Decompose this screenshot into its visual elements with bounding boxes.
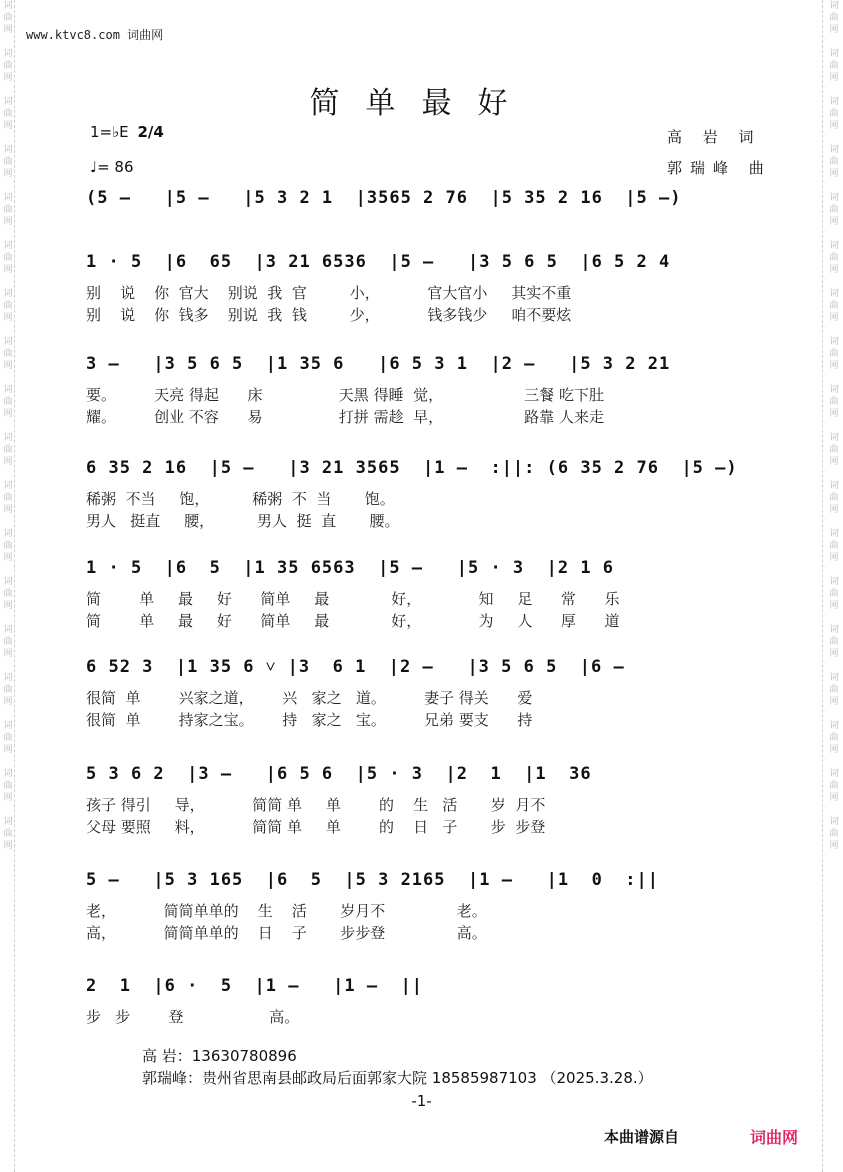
site-header-link[interactable]: www.ktvc8.com 词曲网 bbox=[26, 28, 164, 42]
lyric-line-2: 高， 简简单单的 日 子 步步登 高。 bbox=[86, 924, 487, 942]
lyric-line-2: 父母 要照 料， 简简 单 单 的 日 子 步 步登 bbox=[86, 818, 546, 836]
contact-lyricist: 高 岩：13630780896 bbox=[142, 1047, 297, 1065]
left-watermark: 词曲网 词曲网 词曲网 词曲网 词曲网 词曲网 词曲网 词曲网 词曲网 词曲网 词曲网 词曲网 词曲网 词曲网 词曲网 词曲网 词曲网 词曲网 bbox=[3, 1, 13, 851]
lyric-line-1: 别 说 你 官大 别说 我 官 小， 官大官小 其实不重 bbox=[86, 284, 572, 302]
notation-line: 3 – |3 5 6 5 |1 35 6 |6 5 3 1 |2 – |5 3 2 21 bbox=[86, 354, 671, 374]
notation-line: 2 1 |6 · 5 |1 – |1 – || bbox=[86, 976, 424, 996]
lyric-line-2: 别 说 你 钱多 别说 我 钱 少， 钱多钱少 咱不要炫 bbox=[86, 306, 572, 324]
key-label: 1=♭E bbox=[90, 123, 129, 141]
lyric-line-2: 耀。 创业 不容 易 打拼 需趁 早， 路靠 人来走 bbox=[86, 408, 604, 426]
contact-composer: 郭瑞峰：贵州省思南县邮政局后面郭家大院 18585987103 （2025.3.28.） bbox=[142, 1069, 653, 1087]
right-margin-rule bbox=[822, 0, 823, 1172]
song-title: 简单最好 bbox=[309, 86, 534, 121]
source-brand-link[interactable]: 词曲网 bbox=[750, 1128, 799, 1147]
notation-line: 1 · 5 |6 5 |1 35 6563 |5 – |5 · 3 |2 1 6 bbox=[86, 558, 615, 578]
lyric-line-1: 很简 单 兴家之道， 兴 家之 道。 妻子 得关 爱 bbox=[86, 689, 533, 707]
source-label: 本曲谱源自 bbox=[604, 1128, 680, 1146]
notation-line: 1 · 5 |6 65 |3 21 6536 |5 – |3 5 6 5 |6 5 2 4 bbox=[86, 252, 671, 272]
left-margin-rule bbox=[14, 0, 15, 1172]
lyric-line-2: 男人 挺直 腰， 男人 挺 直 腰。 bbox=[86, 512, 400, 530]
lyric-line-2: 很简 单 持家之宝。 持 家之 宝。 兄弟 要支 持 bbox=[86, 711, 533, 729]
lyric-line-1: 孩子 得引 导， 简简 单 单 的 生 活 岁 月不 bbox=[86, 796, 546, 814]
composer-credit: 郭瑞峰 曲 bbox=[667, 159, 772, 177]
right-watermark: 词曲网 词曲网 词曲网 词曲网 词曲网 词曲网 词曲网 词曲网 词曲网 词曲网 词曲网 词曲网 词曲网 词曲网 词曲网 词曲网 词曲网 词曲网 bbox=[829, 1, 839, 851]
notation-line: 5 – |5 3 165 |6 5 |5 3 2165 |1 – |1 0 :|| bbox=[86, 870, 659, 890]
key-signature bbox=[90, 123, 164, 141]
lyric-line-1: 老， 简简单单的 生 活 岁月不 老。 bbox=[86, 902, 487, 920]
lyric-line-1: 要。 天亮 得起 床 天黑 得睡 觉， 三餐 吃下肚 bbox=[86, 386, 604, 404]
notation-line: (5 – |5 – |5 3 2 1 |3565 2 76 |5 35 2 16 |5 –) bbox=[86, 188, 682, 208]
lyric-line-1: 简 单 最 好 简单 最 好， 知 足 常 乐 bbox=[86, 590, 620, 608]
tempo-marking: ♩= 86 bbox=[90, 158, 134, 176]
notation-line: 5 3 6 2 |3 – |6 5 6 |5 · 3 |2 1 |1 36 bbox=[86, 764, 592, 784]
time-signature: 2/4 bbox=[137, 123, 164, 141]
lyricist-credit: 高 岩 词 bbox=[667, 128, 762, 146]
lyric-line-1: 稀粥 不当 饱， 稀粥 不 当 饱。 bbox=[86, 490, 395, 508]
page-number: -1- bbox=[411, 1092, 432, 1110]
notation-line: 6 35 2 16 |5 – |3 21 3565 |1 – :||: (6 35 2 76 |5 –) bbox=[86, 458, 738, 478]
lyric-line-2: 简 单 最 好 简单 最 好， 为 人 厚 道 bbox=[86, 612, 620, 630]
notation-line: 6 52 3 |1 35 6 ˅ |3 6 1 |2 – |3 5 6 5 |6 – bbox=[86, 657, 625, 677]
lyric-line-1: 步 步 登 高。 bbox=[86, 1008, 300, 1026]
